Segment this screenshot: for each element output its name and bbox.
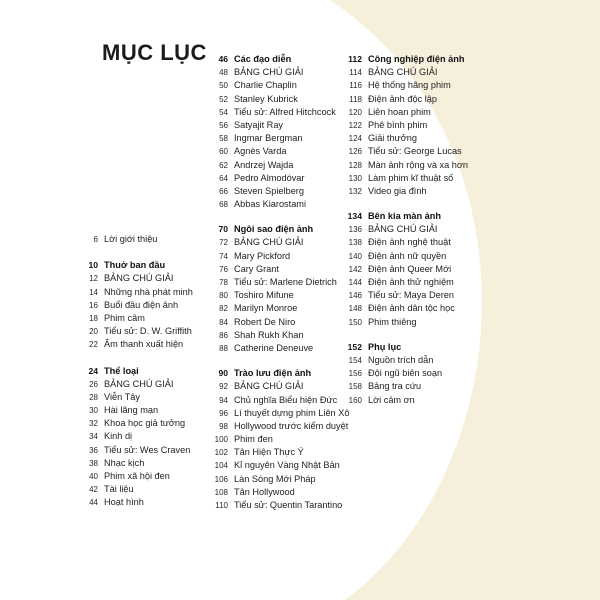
toc-page-number: 14 xyxy=(89,287,98,297)
toc-page-number: 64 xyxy=(219,173,228,183)
toc-entry-title: Hệ thống hãng phim xyxy=(368,80,451,91)
toc-page-number: 78 xyxy=(219,278,228,287)
toc-page-number: 152 xyxy=(347,341,362,352)
toc-entry-title: Ngôi sao điện ảnh xyxy=(234,224,314,235)
toc-entry-title: Công nghiệp điện ảnh xyxy=(368,54,465,64)
toc-entry-title: Shah Rukh Khan xyxy=(234,329,304,340)
toc-entry-title: Điện ảnh nữ quyền xyxy=(368,250,447,261)
toc-page-number: 98 xyxy=(219,421,228,431)
toc-page-number: 34 xyxy=(89,432,98,442)
toc-entry-title: Phim thiêng xyxy=(368,316,417,327)
toc-page-number: 132 xyxy=(348,186,362,196)
toc-page-number: 144 xyxy=(348,278,362,287)
toc-page-number: 48 xyxy=(219,68,228,78)
toc-page-number: 92 xyxy=(219,382,228,392)
toc-page-number: 122 xyxy=(348,120,362,130)
toc-entry-title: Phê bình phim xyxy=(368,119,428,130)
toc-page-number: 10 xyxy=(88,260,98,271)
toc-page-number: 116 xyxy=(349,81,362,91)
toc-page-number: 102 xyxy=(214,448,228,458)
toc-page-number: 36 xyxy=(89,445,98,455)
toc-entry-title: Tiểu sử: Marlene Dietrich xyxy=(234,277,337,287)
toc-entry-title: Lời cảm ơn xyxy=(368,394,415,405)
toc-entry-title: Điện ảnh Queer Mới xyxy=(368,263,452,274)
page-title: MỤC LỤC xyxy=(102,40,207,65)
toc-entry-title: Pedro Almodóvar xyxy=(234,172,305,183)
toc-entry-title: Điện ảnh nghệ thuật xyxy=(368,237,451,248)
toc-page-number: 88 xyxy=(219,343,228,353)
toc-entry-title: Tân Hiện Thực Ý xyxy=(234,447,304,458)
toc-entry-title: Đội ngũ biên soạn xyxy=(368,368,443,379)
toc-entry-title: BẢNG CHÚ GIẢI xyxy=(234,381,304,392)
toc-page-number: 140 xyxy=(348,251,362,261)
toc-page-number: 30 xyxy=(89,406,98,416)
toc-page-number: 150 xyxy=(348,317,362,327)
toc-entry-title: Làm phim kĩ thuật số xyxy=(368,172,454,183)
toc-entry-title: Phim xã hội đen xyxy=(104,471,170,481)
toc-entry-title: Viễn Tây xyxy=(104,391,140,402)
toc-entry-title: Hollywood trước kiểm duyệt xyxy=(234,420,349,431)
toc-entry-title: Tiểu sử: Maya Deren xyxy=(368,290,454,301)
toc-entry-title: Bên kia màn ảnh xyxy=(368,211,442,222)
toc-entry-title: Satyajit Ray xyxy=(234,119,284,130)
toc-entry-title: Tiểu sử: George Lucas xyxy=(368,146,462,157)
toc-page-number: 72 xyxy=(219,238,228,248)
toc-page-number: 42 xyxy=(89,485,98,495)
toc-entry-title: Nguồn trích dẫn xyxy=(368,354,434,365)
toc-entry-title: Mary Pickford xyxy=(234,250,291,261)
toc-page-number: 50 xyxy=(219,81,228,91)
toc-entry-title: Video gia đình xyxy=(368,185,427,196)
toc-entry-title: Charlie Chaplin xyxy=(234,80,297,91)
toc-page-number: 44 xyxy=(89,498,98,508)
toc-entry-title: Điện ảnh độc lập xyxy=(368,93,437,104)
toc-page-number: 138 xyxy=(348,238,362,248)
toc-page-number: 134 xyxy=(347,211,362,222)
toc-entry-title: Abbas Kiarostami xyxy=(234,199,307,210)
toc-page-number: 46 xyxy=(218,54,228,64)
toc-entry-title: Tiểu sử: Quentin Tarantino xyxy=(234,500,343,510)
toc-page-number: 128 xyxy=(348,160,362,170)
toc-page-number: 96 xyxy=(219,408,228,418)
toc-entry-title: Những nhà phát minh xyxy=(104,286,193,297)
toc-entry-title: Phim đen xyxy=(234,434,273,445)
toc-page-number: 160 xyxy=(348,395,362,405)
toc-entry-title: Màn ảnh rộng và xa hơn xyxy=(368,159,469,170)
toc-entry-title: Chủ nghĩa Biểu hiện Đức xyxy=(234,394,338,405)
toc-page-number: 74 xyxy=(219,251,228,261)
toc-page-number: 110 xyxy=(215,501,228,510)
toc-page-number: 16 xyxy=(89,300,98,310)
toc-page-number: 112 xyxy=(348,54,362,64)
toc-page-number: 12 xyxy=(89,274,98,284)
toc-entry-title: Các đạo diễn xyxy=(234,54,292,64)
toc-page-number: 56 xyxy=(219,120,228,130)
toc-entry-title: Tiểu sử: Wes Craven xyxy=(104,444,191,455)
toc-entry-title: Andrzej Wajda xyxy=(234,159,294,170)
toc-page-number: 60 xyxy=(219,147,228,157)
toc-entry-title: Robert De Niro xyxy=(234,316,296,327)
toc-entry-title: Agnès Varda xyxy=(234,146,287,157)
toc-entry-title: BẢNG CHÚ GIẢI xyxy=(104,273,174,284)
toc-entry-title: Âm thanh xuất hiện xyxy=(104,339,184,350)
toc-entry-title: BẢNG CHÚ GIẢI xyxy=(368,67,438,78)
toc-page-number: 52 xyxy=(219,94,228,104)
toc-page-number: 18 xyxy=(89,313,98,323)
toc-page-number: 148 xyxy=(348,304,362,314)
toc-entry-title: Ingmar Bergman xyxy=(234,133,303,144)
toc-entry-title: Phụ lục xyxy=(368,341,402,352)
toc-page-number: 94 xyxy=(219,395,228,405)
toc-entry-title: Cary Grant xyxy=(234,263,279,274)
toc-page-number: 20 xyxy=(89,327,98,337)
toc-page-number: 86 xyxy=(219,330,228,340)
toc-page-number: 104 xyxy=(214,461,228,471)
toc-page-number: 156 xyxy=(348,369,362,379)
toc-page-number: 62 xyxy=(219,160,228,170)
toc-page-number: 120 xyxy=(348,107,362,117)
toc-page-number: 70 xyxy=(218,224,228,235)
toc-entry-title: Hoạt hình xyxy=(104,497,144,508)
toc-page-number: 66 xyxy=(219,186,228,196)
toc-page-number: 158 xyxy=(348,382,362,392)
toc-entry-title: Bảng tra cứu xyxy=(368,381,422,392)
toc-page-number: 28 xyxy=(89,392,98,402)
toc-entry-title: Phim câm xyxy=(104,312,145,323)
toc-entry-title: BẢNG CHÚ GIẢI xyxy=(234,237,304,248)
toc-entry-title: Buổi đầu điện ảnh xyxy=(104,299,179,310)
toc-page-number: 54 xyxy=(219,107,228,117)
toc-page-number: 26 xyxy=(89,379,98,389)
toc-page-number: 80 xyxy=(219,291,228,301)
toc-entry-title: Làn Sóng Mới Pháp xyxy=(234,473,316,484)
toc-page-number: 6 xyxy=(93,235,98,244)
toc-page-number: 38 xyxy=(89,458,98,468)
toc-entry-title: Marilyn Monroe xyxy=(234,303,298,314)
toc-page-number: 136 xyxy=(348,225,362,235)
toc-page-number: 114 xyxy=(349,68,362,78)
toc-entry-title: Kỉ nguyên Vàng Nhật Bản xyxy=(234,460,340,471)
toc-page-number: 82 xyxy=(219,304,228,314)
toc-page-number: 90 xyxy=(218,368,228,379)
toc-entry-title: Toshiro Mifune xyxy=(234,290,294,301)
toc-entry-title: Tiểu sử: Alfred Hitchcock xyxy=(234,106,336,117)
toc-page-number: 118 xyxy=(349,94,362,104)
toc-entry-title: Điện ảnh dân tộc học xyxy=(368,303,455,314)
toc-page-number: 142 xyxy=(348,264,362,274)
toc-page-number: 130 xyxy=(348,173,362,183)
toc-entry-title: Trào lưu điện ảnh xyxy=(234,368,312,379)
toc-page-number: 58 xyxy=(219,134,228,144)
toc-entry-title: Điện ảnh thử nghiệm xyxy=(368,277,454,287)
toc-entry-title: Stanley Kubrick xyxy=(234,93,298,104)
toc-entry-title: Tiểu sử: D. W. Griffith xyxy=(104,326,192,337)
toc-page-number: 124 xyxy=(348,134,362,144)
toc-entry-title: BẢNG CHÚ GIẢI xyxy=(104,378,174,389)
toc-entry-title: Tân Hollywood xyxy=(234,486,295,497)
toc-page-number: 154 xyxy=(348,355,362,365)
toc-entry-title: Khoa học giả tưởng xyxy=(104,418,186,429)
toc-entry-title: BẢNG CHÚ GIẢI xyxy=(368,224,438,235)
toc-entry-title: Lí thuyết dựng phim Liên Xô xyxy=(234,407,350,418)
toc-page-number: 40 xyxy=(89,472,98,481)
toc-page-number: 84 xyxy=(219,317,228,327)
toc-entry-title: Nhạc kịch xyxy=(104,457,145,468)
toc-entry-title: Catherine Deneuve xyxy=(234,342,314,353)
toc-entry-title: Thuở ban đầu xyxy=(104,260,166,271)
toc-entry-title: Hài lãng mạn xyxy=(104,405,159,416)
toc-page-number: 32 xyxy=(89,419,98,429)
toc-page-number: 106 xyxy=(214,474,228,484)
toc-page-number: 126 xyxy=(348,147,362,157)
toc-entry-title: Liên hoan phim xyxy=(368,106,431,117)
toc-entry-title: Kinh dị xyxy=(104,431,133,442)
toc-entry-title: BẢNG CHÚ GIẢI xyxy=(234,67,304,78)
toc-page-number: 108 xyxy=(214,487,228,497)
toc-entry-title: Giải thưởng xyxy=(368,133,417,144)
toc-entry-title: Lời giới thiệu xyxy=(104,234,158,244)
toc-page-number: 68 xyxy=(219,200,228,210)
toc-page-number: 76 xyxy=(219,264,228,274)
toc-page-number: 100 xyxy=(214,435,228,445)
toc-entry-title: Thể loại xyxy=(104,365,139,376)
toc-page-number: 146 xyxy=(348,291,362,301)
toc-entry-title: Steven Spielberg xyxy=(234,185,304,196)
toc-page-number: 24 xyxy=(88,365,98,376)
toc-page-number: 22 xyxy=(89,340,98,350)
toc-entry-title: Tài liệu xyxy=(104,484,134,495)
